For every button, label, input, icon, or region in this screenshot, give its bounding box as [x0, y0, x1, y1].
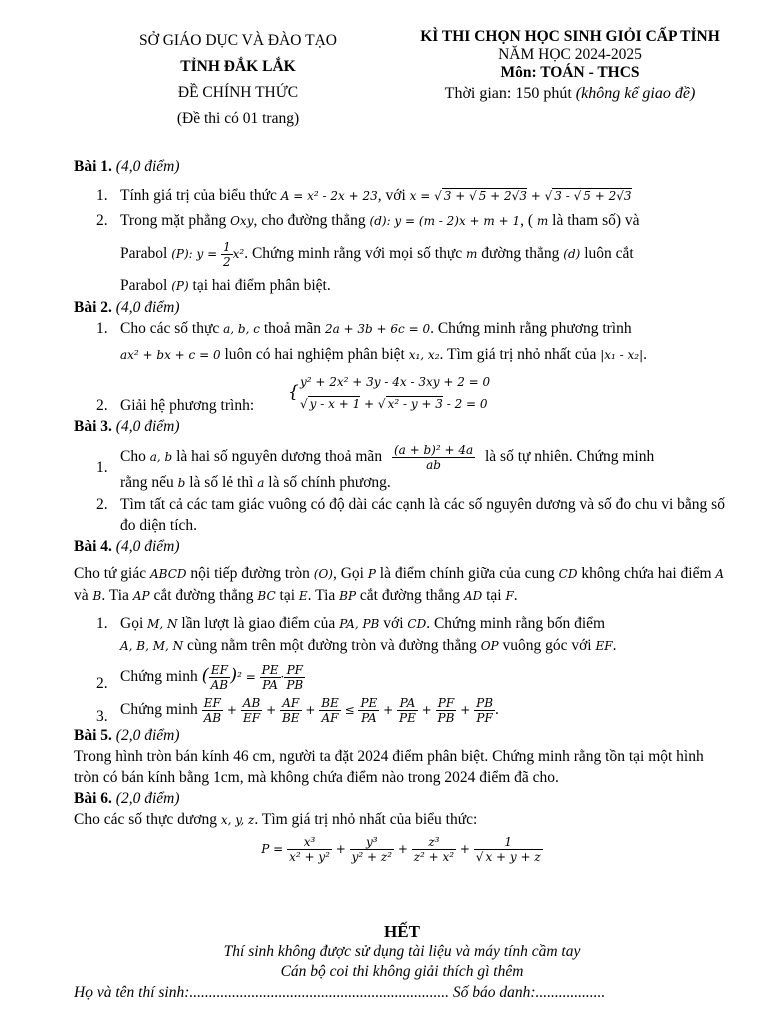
bai2-q2: 2. Giải hệ phương trình: { y² + 2x² + 3y - 4x - 3xy + 2 = 0 √ y - x + 1 + √ x² - y + 3 - 2 = 0	[96, 375, 491, 414]
bai1-q2: 2. Trong mặt phẳng Oxy, cho đường thẳng (d): y = (m - 2)x + m + 1, ( m là tham số) và	[96, 212, 640, 229]
bai1-heading: Bài 1. (4,0 điểm)	[74, 158, 180, 175]
exam-title: KÌ THI CHỌN HỌC SINH GIỎI CẤP TỈNH	[420, 28, 720, 45]
candidate-name-line: Họ và tên thí sinh:...................................................................	[74, 984, 449, 1001]
bai4-q1: 1. Gọi M, N lần lượt là giao điểm của PA, PB với CD. Chứng minh rằng bốn điểm	[96, 615, 606, 632]
bai4-q2: 2. Chứng minh ( $\frac{EF}{AB}$ )² = $\frac{PE}{PA}$ · $\frac{PF}{PB}$	[96, 663, 304, 692]
bai4-heading: Bài 4. (4,0 điểm)	[74, 538, 180, 555]
bai3-q2: 2. Tìm tất cả các tam giác vuông có độ dài các cạnh là các số nguyên dương và số đo chu vi bằng số đo diện tích.	[96, 496, 725, 534]
bai2-q1: 1. Cho các số thực a, b, c thoả mãn 2a + 3b + 6c = 0. Chứng minh rằng phương trình	[96, 320, 632, 337]
bai4-q3: 3. Chứng minh $\frac{EF}{AB}$ + $\frac{AB}{EF}$ + $\frac{AF}{BE}$ + $\frac{BE}{AF}$ ≤ $\frac{PE}{PA}$ + $\frac{PA}{PE}$ + $\frac{PF}{PB}$ + $\frac{PB}{PF}$ .	[96, 696, 499, 725]
page-count: (Đề thi có 01 trang)	[176, 110, 300, 127]
province-name: TỈNH ĐẮK LẮK	[180, 58, 296, 75]
bai6-formula: P = $\frac{\text{x³}}{\text{x² + y²}}$ + $\frac{\text{y³}}{\text{y² + z²}}$ + $\frac{\text{z³}}{\text{z² + x²}}$ + $\frac{1}{√ x + y + z}$	[261, 835, 541, 864]
candidate-number-line: Số báo danh:..................	[452, 984, 606, 1001]
bai3-q1: 1. Cho a, b là hai số nguyên dương thoả mãn $\frac{\text{(a + b)² + 4a}}{ab}$ là số tự nhiên. Chứng minh	[96, 443, 655, 476]
exam-footer	[74, 922, 730, 1004]
bai5-heading: Bài 5. (2,0 điểm)	[74, 727, 180, 744]
bai4-q1-cont: A, B, M, N cùng nằm trên một đường tròn và đường thẳng OP vuông góc với EF.	[120, 637, 617, 654]
bai1-q2-cont: Parabol (P): y = $\frac{1}{2}$ x². Chứng minh rằng với mọi số thực m đường thẳng (d) luôn cắt	[120, 240, 634, 269]
duration: Thời gian: 150 phút (không kể giao đề)	[444, 85, 696, 102]
header-left	[118, 28, 358, 132]
candidate-info	[74, 982, 730, 1004]
bai5-text: Trong hình tròn bán kính 46 cm, người ta đặt 2024 điểm phân biệt. Chứng minh rằng tồn tại một hình tròn có bán kính bằng 1cm, mà không chứa điểm nào trong 2024 điểm đã cho.	[74, 748, 704, 786]
bai2-q1-cont: ax² + bx + c = 0 luôn có hai nghiệm phân biệt x₁, x₂. Tìm giá trị nhỏ nhất của |x₁ - x₂|.	[120, 346, 648, 363]
header-right	[400, 28, 740, 106]
bai1-q1: 1. Tính giá trị của biểu thức A = x² - 2x + 23, với x = √ 3 + √ 5 + 2√3 + √ 3 - √ 5 + 2√3	[96, 187, 632, 204]
exam-header	[0, 28, 768, 138]
bai4-intro: Cho tứ giác ABCD nội tiếp đường tròn (O), Gọi P là điểm chính giữa của cung CD không chứa hai điểm A và B. Tia AP cắt đường thẳng BC tại E. Tia BP cắt đường thẳng AD tại F.	[74, 565, 725, 604]
official-label: ĐỀ CHÍNH THỨC	[177, 84, 299, 101]
end-mark: HẾT	[384, 922, 420, 941]
bai3-q1-cont: rằng nếu b là số lẻ thì a là số chính phương.	[120, 474, 391, 491]
bai6-heading: Bài 6. (2,0 điểm)	[74, 790, 180, 807]
bai2-heading: Bài 2. (4,0 điểm)	[74, 299, 180, 316]
subject: Môn: TOÁN - THCS	[500, 64, 640, 81]
school-year: NĂM HỌC 2024-2025	[498, 46, 642, 63]
department-name: SỞ GIÁO DỤC VÀ ĐÀO TẠO	[139, 32, 337, 49]
note-proctor: Cán bộ coi thi không giải thích gì thêm	[280, 963, 524, 980]
bai1-q2-end: Parabol (P) tại hai điểm phân biệt.	[120, 277, 331, 294]
bai3-heading: Bài 3. (4,0 điểm)	[74, 418, 180, 435]
exam-body	[74, 154, 730, 864]
note-calculator: Thí sinh không được sử dụng tài liệu và máy tính cầm tay	[223, 943, 581, 960]
bai6-text: Cho các số thực dương x, y, z. Tìm giá trị nhỏ nhất của biểu thức:	[74, 811, 478, 828]
